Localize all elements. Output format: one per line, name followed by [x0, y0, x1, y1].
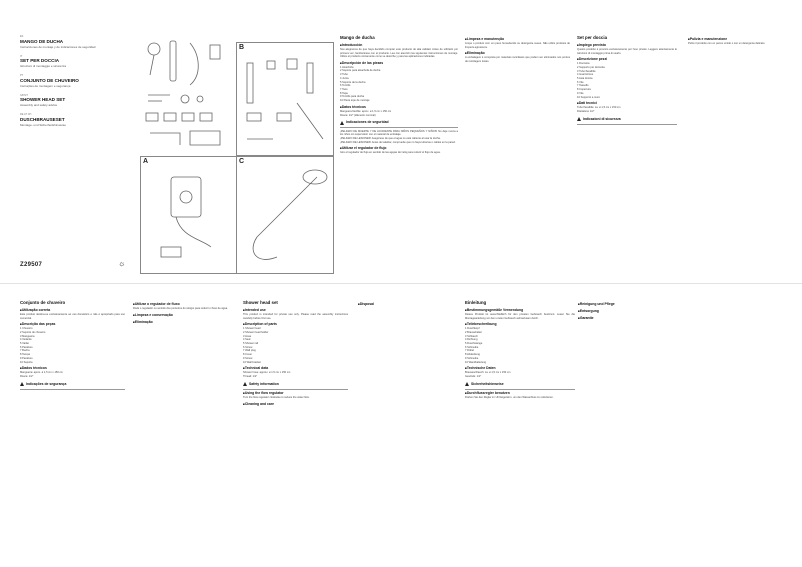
parts-list-item: 5 Asta doccia [577, 77, 593, 80]
it-cleaning-panel [688, 35, 783, 46]
subsection-heading: ■ Entsorgung [578, 309, 678, 314]
parts-list-item: 9 Vite [577, 91, 584, 95]
parts-list-item: 5 Soporte de la ducha [340, 80, 366, 84]
subsection-heading: ■ Disposal [358, 302, 453, 307]
paragraph: Nos alegramos de que haya decidido comprar este producto de alta calidad. Antes de utilizarlo por primera vez, familiarícese con el producto. Lea con atención las siguientes instrucciones de montaje. Utilice el producto únicamente como se describe y para las aplicaciones indicadas. [340, 48, 458, 59]
fold-line [0, 283, 802, 284]
parts-list-item: 4 Dichtung [465, 338, 478, 342]
tech-spec: Gewinde: 1/2" [465, 374, 482, 378]
tech-spec: Rosca: 1/2" (diámetro nominal) [340, 113, 376, 117]
warning-icon [577, 117, 581, 121]
gb-disposal-panel [358, 300, 453, 307]
cover-subtitle: Assembly and safety advice [20, 103, 58, 108]
subsection-heading: ■ Cleaning and care [243, 402, 348, 407]
warning-icon [243, 382, 247, 386]
subsection-heading: ■ Garantie [578, 316, 678, 321]
tech-spec: Rosca: 1/2" [20, 374, 34, 378]
subsection-heading: ■ Impiego previsto [577, 43, 677, 48]
safety-item: ¡PELIGRO DE LESIONES! Asegúrese de que el agua no esté caliente al usar la ducha. [340, 137, 441, 140]
parts-list-item: 5 Duschstange [465, 342, 483, 345]
subsection-heading: ■ Eliminação [465, 51, 570, 56]
paragraph: A embalagem é composta por materiais recicláveis que podem ser eliminados nos pontos de reciclagem locais. [465, 56, 570, 63]
section-heading: Conjunto de chuveiro [20, 300, 66, 305]
lang-code: PT [20, 74, 24, 78]
subsection-heading: ■ Using the flow regulator [243, 391, 348, 396]
parts-list-item: 8 Tampa [20, 353, 30, 357]
paragraph: Este produto destina-se exclusivamente ao uso doméstico e não é apropriado para uso comercial. [20, 313, 125, 320]
safety-item: ¡PELIGRO DE MUERTE Y DE ACCIDENTE PARA NIÑOS PEQUEÑOS Y NIÑOS! No deje nunca a los niños sin supervisión con el material de embalaje. [340, 129, 458, 137]
subsection-heading: ■ Utilizar el regulador de flujo [340, 146, 458, 151]
cover-title: CONJUNTO DE CHUVEIRO [20, 77, 79, 83]
parts-list-item: 8 Cover [243, 353, 253, 357]
figure-label: C [239, 158, 245, 165]
lang-code: ES [20, 35, 24, 38]
safety-item: ¡PELIGRO DE LESIONES! Antes de taladrar, compruebe que no haya tuberías o cables en la pared. [340, 140, 456, 144]
parts-list-item: 5 Varão [20, 342, 29, 345]
parts-list-item: 1 Alcachofa [340, 65, 354, 69]
parts-overview-figure [140, 35, 235, 153]
parts-list-item: 7 Tassello [577, 84, 589, 88]
sun-logo-icon: ☼ [118, 259, 126, 268]
parts-list-item: 10 Supporto a muro [577, 95, 600, 99]
cover-subtitle: Instruções de montagem e segurança [20, 83, 71, 88]
divider [243, 389, 348, 390]
parts-list-item: 8 Abdeckung [465, 353, 480, 357]
lang-code: DE AT CH [20, 113, 32, 117]
cover-subtitle: Istruzioni di montaggio e sicurezza [20, 64, 67, 69]
parts-list-item: 6 Screw [243, 345, 253, 349]
parts-list-item: 6 Vite [577, 80, 584, 84]
parts-list-item: 7 Dübel [465, 349, 474, 353]
subsection-heading: ■ Limpeza e manutenção [465, 37, 570, 42]
es-instructions-panel [340, 35, 458, 155]
cover-panel [20, 35, 132, 133]
cover-block-it [20, 55, 132, 69]
paragraph: Dieses Produkt ist ausschließlich für den privaten Gebrauch bestimmt. Lesen Sie die Montageanleitung vor dem ersten Gebrauch aufmerksam durch. [465, 313, 575, 320]
parts-list-item: 4 Vedante [20, 338, 32, 342]
parts-list-item: 9 Tornillo para ducha [340, 95, 365, 99]
parts-list-item: 3 Hose [243, 334, 252, 338]
parts-list-item: 6 Schraube [465, 345, 479, 349]
parts-list-item: 4 Guarnizione [577, 73, 594, 77]
safety-block [340, 120, 458, 144]
section-heading: Set per doccia [577, 35, 608, 40]
subsection-heading: ■ Reinigung und Pflege [578, 302, 678, 307]
safety-block [577, 117, 677, 125]
parts-list-item: 2 Brausehalter [465, 330, 482, 334]
subsection-heading: ■ Dados técnicos [20, 366, 125, 371]
subsection-heading: ■ Utilização correta [20, 308, 125, 313]
warning-icon [20, 382, 24, 386]
tech-spec: Mangueira: aprox. ø 1,5 cm x 150 cm [20, 371, 63, 375]
subsection-heading: ■ Descrição das peças [20, 322, 125, 327]
paragraph: Limpe o produto com um pano humedecido ou detergente suave. Não utilize produtos de limpeza agressivos. [465, 42, 570, 49]
paragraph: Pulire il prodotto con un panno umido o con un detergente delicato. [688, 42, 766, 45]
subsection-heading: ■ Technical data [243, 366, 348, 371]
tech-spec: Thread: 1/2" [243, 374, 258, 378]
parts-list-item: 10 Wall bracket [243, 360, 261, 364]
cover-block-pt [20, 74, 132, 88]
subsection-heading: ■ Teilebeschreibung [465, 322, 575, 327]
parts-list-item: 8 Copertura [577, 88, 591, 92]
subsection-heading: ■ Durchflussregler benutzen [465, 391, 575, 396]
parts-list-item: 7 Taco [340, 88, 348, 91]
divider [20, 389, 125, 390]
figure-c [236, 156, 334, 274]
parts-list-item: 8 Tapa [340, 91, 348, 95]
lang-code: GB MT [20, 93, 28, 97]
cover-title: SHOWER HEAD SET [20, 97, 66, 103]
cover-block-de [20, 113, 132, 127]
figure-label: A [143, 158, 149, 165]
lang-code: IT [20, 54, 23, 58]
pt-cleaning-panel [465, 35, 570, 63]
cover-title: MANGO DE DUCHA [20, 38, 64, 44]
cover-block-es [20, 35, 132, 49]
cover-subtitle: Instrucciones de montaje y de indicaciones de seguridad [20, 44, 96, 49]
safety-heading: Sicherheitshinweise [471, 381, 504, 386]
parts-list-item: 4 Junta [340, 76, 349, 80]
cover-block-gb [20, 94, 132, 108]
safety-heading: Indicaciones de seguridad [346, 120, 389, 125]
de-panel [465, 300, 575, 400]
divider [577, 124, 677, 125]
parts-list-item: 3 Tubo flessibile [577, 69, 596, 73]
tech-spec: Tubo flessibile: ca. ø 1,5 cm x 150 cm [577, 106, 621, 110]
paragraph: Turn the flow regulator clockwise to reduce the water flow. [243, 396, 310, 400]
de-care-panel [578, 300, 678, 321]
tech-spec: Manguera flexible: aprox. ø 1,5 cm x 150 cm [340, 109, 392, 113]
parts-list-item: 10 Pieza tope de montaje [340, 99, 370, 103]
subsection-heading: ■ Pulizia e manutenzione [688, 37, 783, 42]
parts-list-item: 7 Wall plug [243, 349, 256, 353]
figure-a [140, 156, 237, 274]
parts-list-item: 2 Supporto per doccetta [577, 65, 605, 69]
parts-list-item: 9 Screw [243, 356, 253, 360]
section-heading: Shower head set [243, 300, 278, 305]
section-heading: Einleitung [465, 300, 487, 305]
figure-b [236, 42, 334, 156]
section-heading: Mango de ducha [340, 35, 375, 40]
subsection-heading: ■ Technische Daten [465, 366, 575, 371]
warning-icon [465, 382, 469, 386]
parts-list-item: 2 Suporte do chuveiro [20, 330, 46, 334]
parts-list-item: 1 Shower head [243, 327, 261, 331]
paragraph: Gire el regulador de flujo en sentido de las agujas del reloj para reducir el flujo de agua. [340, 151, 441, 155]
parts-list-item: 9 Schraube [465, 356, 479, 360]
paragraph: This product is intended for private use only. Please read the assembly instructions carefully before first use. [243, 313, 348, 320]
parts-list-item: 10 Suporte [20, 360, 33, 364]
it-instructions-panel [577, 35, 677, 126]
subsection-heading: ■ Eliminação [133, 320, 228, 325]
subsection-heading: ■ Utilizar o regulador de fluxo [133, 302, 228, 307]
parts-list-item: 1 Duschkopf [465, 327, 480, 331]
safety-block [20, 382, 125, 390]
parts-list-item: 1 Doccetta [577, 62, 590, 66]
paragraph: Drehen Sie den Regler im Uhrzeigersinn, um den Wasserfluss zu reduzieren. [465, 396, 554, 400]
parts-list-item: 2 Shower head holder [243, 330, 269, 334]
cover-subtitle: Montage- und Sicherheitshinweise [20, 122, 66, 127]
figure-label: B [239, 44, 245, 51]
parts-list-item: 9 Parafuso [20, 356, 33, 360]
safety-block [243, 382, 348, 390]
subsection-heading: ■ Description of parts [243, 322, 348, 327]
subsection-heading: ■ Introducción [340, 43, 458, 48]
subsection-heading: ■ Descripción de las piezas [340, 61, 458, 66]
parts-list-item: 7 Bucha [20, 349, 30, 353]
subsection-heading: ■ Datos técnicos [340, 105, 458, 110]
subsection-heading: ■ Limpeza e conservação [133, 313, 228, 318]
parts-list-item: 10 Wandhalterung [465, 360, 487, 364]
paragraph: Rode o regulador no sentido dos ponteiros do relógio para reduzir o fluxo de água. [133, 307, 228, 310]
parts-list-item: 4 Seal [243, 338, 251, 342]
parts-list-item: 3 Mangueira [20, 334, 35, 338]
safety-block [465, 382, 575, 390]
parts-list-item: 3 Tubo [340, 73, 348, 77]
cover-title: SET PER DOCCIA [20, 58, 60, 64]
subsection-heading: ■ Descrizione pezzi [577, 57, 677, 62]
parts-list-item: 5 Shower rail [243, 342, 259, 345]
gb-panel [243, 300, 348, 407]
paragraph: Questo prodotto è previsto esclusivamente per l'uso privato. Leggere attentamente le istruzioni di montaggio prima di usarlo. [577, 48, 677, 55]
parts-list-item: 6 Parafuso [20, 345, 33, 349]
parts-list-item: 3 Schlauch [465, 334, 478, 338]
tech-spec: Brauseschlauch: ca. ø 1,5 cm x 150 cm [465, 371, 511, 375]
pt-flow-panel [133, 300, 228, 325]
warning-icon [340, 121, 344, 125]
divider [465, 389, 575, 390]
tech-spec: Filettatura: 1/2" [577, 109, 595, 113]
divider [340, 127, 458, 128]
safety-heading: Safety information [249, 381, 279, 386]
cover-title: DUSCHBRAUSESET [20, 116, 65, 122]
pt-back-panel [20, 300, 125, 391]
subsection-heading: ■ Dati tecnici [577, 101, 677, 106]
safety-heading: Indicações de segurança [26, 381, 67, 386]
parts-list-item: 6 Tornillo [340, 84, 351, 88]
tech-spec: Shower hose: approx. ø 1.5 cm x 150 cm [243, 371, 291, 375]
model-number: Z29507 [20, 262, 43, 268]
parts-list-item: 2 Soporte para alcachofa de ducha [340, 69, 381, 73]
subsection-heading: ■ Intended use [243, 308, 348, 313]
subsection-heading: ■ Bestimmungsgemäße Verwendung [465, 308, 575, 313]
safety-heading: Indicazioni di sicurezza [583, 116, 621, 121]
parts-list-item: 1 Chuveiro [20, 327, 33, 331]
